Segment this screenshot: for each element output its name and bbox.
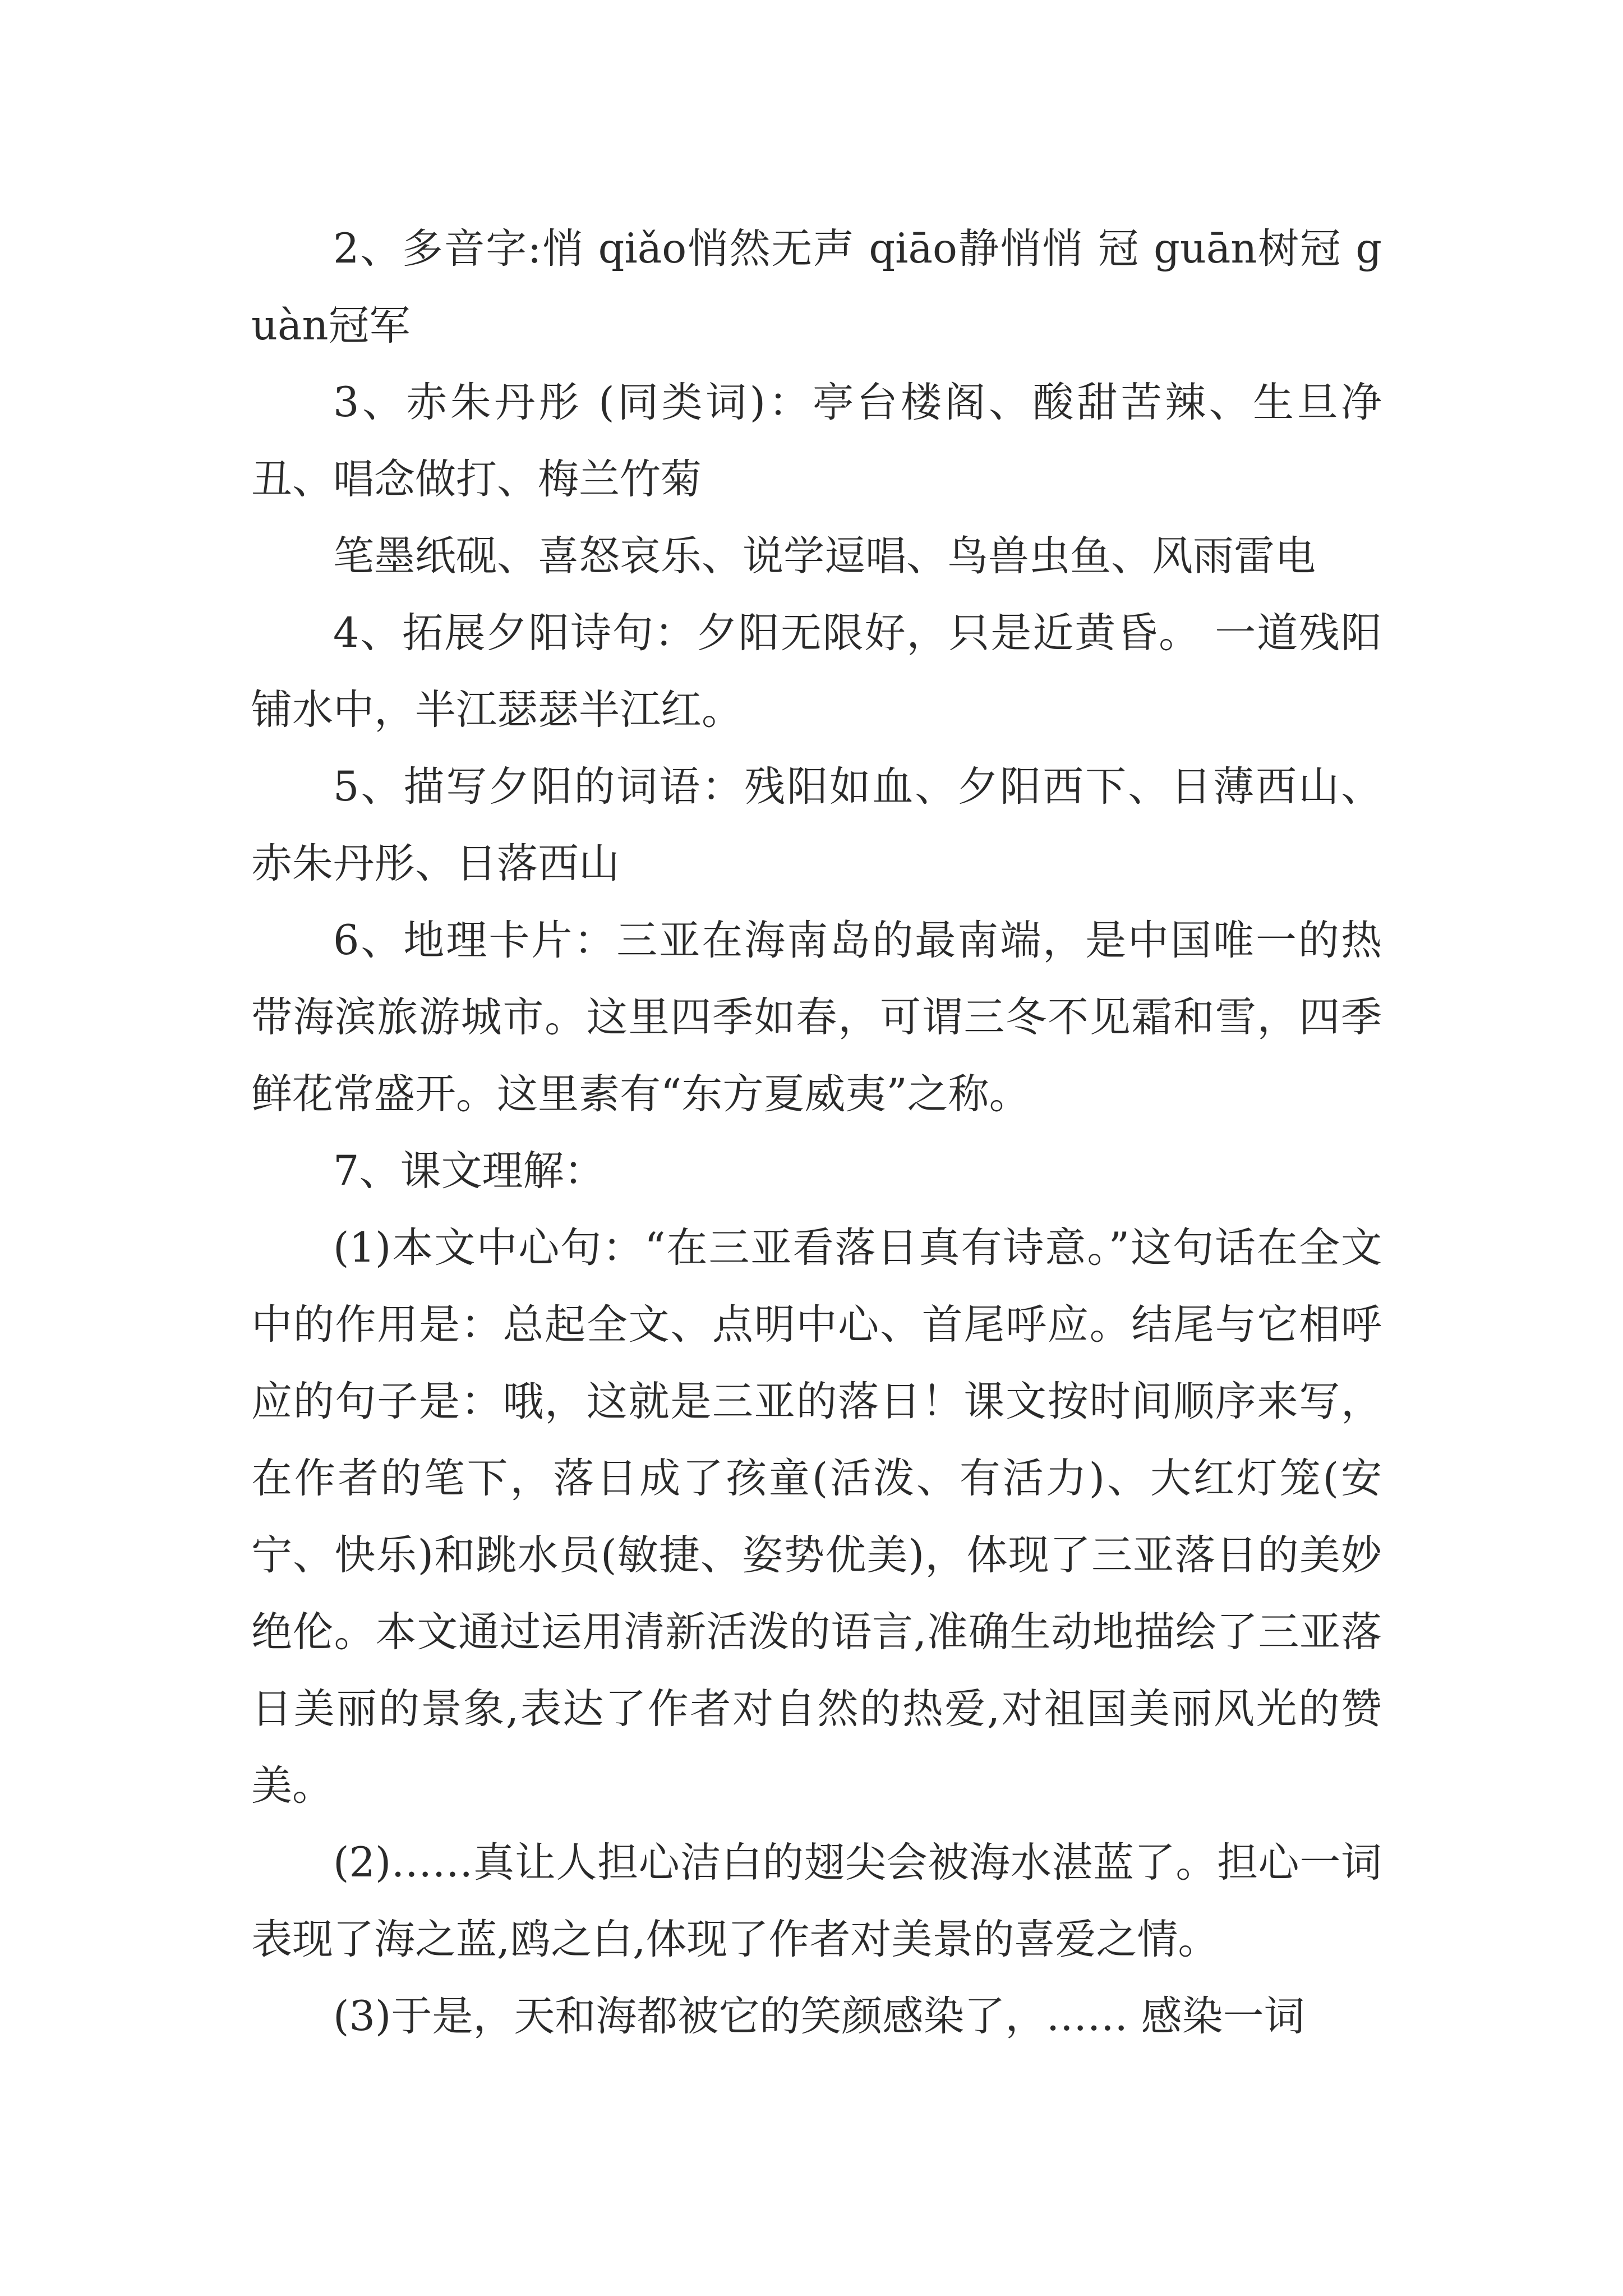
paragraph-sunset-poems: 4、拓展夕阳诗句：夕阳无限好，只是近黄昏。 一道残阳铺水中，半江瑟瑟半江红。 [251, 609, 1382, 734]
paragraph-sunset-words: 5、描写夕阳的词语：残阳如血、夕阳西下、日薄西山、赤朱丹彤、日落西山 [251, 763, 1382, 887]
paragraph-polyphonic-characters: 2、多音字:悄 qiǎo悄然无声 qiāo静悄悄 冠 guān树冠 guàn冠军 [251, 225, 1382, 349]
paragraph-same-category-words: 3、赤朱丹彤 (同类词)：亭台楼阁、酸甜苦辣、生旦净丑、唱念做打、梅兰竹菊 [251, 379, 1382, 503]
paragraph-understanding-2: (2)……真让人担心洁白的翅尖会被海水湛蓝了。担心一词表现了海之蓝,鸥之白,体现了作者对美景的喜爱之情。 [251, 1839, 1382, 1963]
paragraph-same-category-words-continued: 笔墨纸砚、喜怒哀乐、说学逗唱、鸟兽虫鱼、风雨雷电 [333, 532, 1316, 580]
paragraph-understanding-1: (1)本文中心句：“在三亚看落日真有诗意。”这句话在全文中的作用是：总起全文、点明中心、首尾呼应。结尾与它相呼应的句子是：哦，这就是三亚的落日！课文按时间顺序来写，在作者的笔下，落日成了孩童(活泼、有活力)、大红灯笼(安宁、快乐)和跳水员(敏捷、姿势优美)，体现了三亚落日的美妙绝伦。本文通过运用清新活泼的语言,准确生动地描绘了三亚落日美丽的景象,表达了作者对自然的热爱,对祖国美丽风光的赞美。 [251, 1224, 1382, 1810]
document-body [251, 210, 1382, 2055]
paragraph-geography-card: 6、地理卡片：三亚在海南岛的最南端，是中国唯一的热带海滨旅游城市。这里四季如春，可谓三冬不见霜和雪，四季鲜花常盛开。这里素有“东方夏威夷”之称。 [251, 917, 1382, 1118]
paragraph-text-understanding-heading: 7、课文理解： [333, 1147, 605, 1195]
paragraph-understanding-3: (3)于是，天和海都被它的笑颜感染了，…… 感染一词 [333, 1993, 1305, 2040]
